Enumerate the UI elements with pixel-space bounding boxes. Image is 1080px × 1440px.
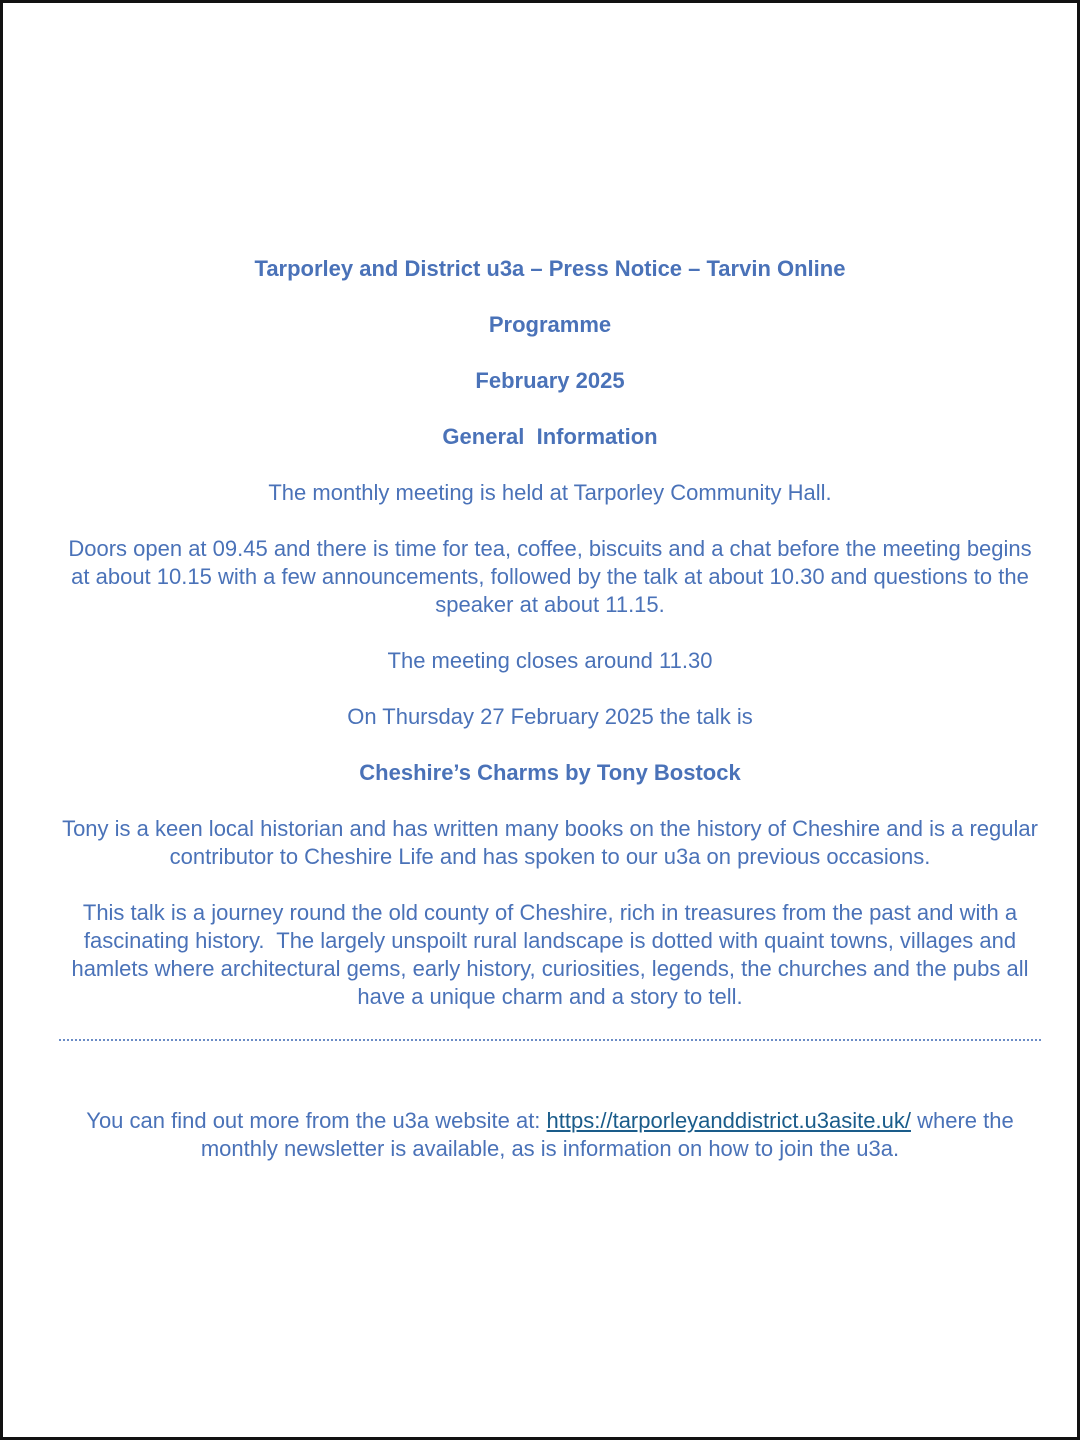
section-heading-text: General Information <box>442 424 658 449</box>
talk-title: Cheshire’s Charms by Tony Bostock <box>359 760 741 785</box>
closing-paragraph: The meeting closes around 11.30 <box>387 648 713 673</box>
speaker-bio: Tony is a keen local historian and has written many books on the history of Cheshire and is a regular contributor to Cheshire Life and has spoken to our u3a on previous occasions. <box>62 816 1038 869</box>
talk-description: This talk is a journey round the old county of Cheshire, rich in treasures from the past and with a fascinating history. The largely unspoilt rural landscape is dotted with quaint towns, villages and hamlets where architectural gems, early history, curiosities, legends, the churches and the pubs all have a unique charm and a story to tell. <box>71 900 1035 1009</box>
schedule-paragraph: Doors open at 09.45 and there is time for tea, coffee, biscuits and a chat before the meeting begins at about 10.15 with a few announcements, followed by the talk at about 10.30 and questions to the speaker at about 11.15. <box>68 536 1032 617</box>
footer-prefix: You can find out more from the u3a website at: <box>86 1108 547 1133</box>
dotted-divider <box>59 1039 1041 1041</box>
month-heading: February 2025 <box>475 368 625 393</box>
programme-heading: Programme <box>488 312 612 337</box>
talk-intro-paragraph: On Thursday 27 February 2025 the talk is <box>347 704 753 729</box>
notice-title: Tarporley and District u3a – Press Notice – Tarvin Online <box>254 256 846 281</box>
section-heading <box>59 423 1041 451</box>
footer-suffix: where the monthly newsletter is available, as is information on how to join the u3a. <box>200 1108 1020 1161</box>
footer-paragraph <box>59 1107 1041 1163</box>
website-link[interactable]: https://tarporleyanddistrict.u3asite.uk/ <box>546 1108 911 1133</box>
notice-body <box>59 255 1041 1163</box>
venue-paragraph: The monthly meeting is held at Tarporley Community Hall. <box>268 480 832 505</box>
